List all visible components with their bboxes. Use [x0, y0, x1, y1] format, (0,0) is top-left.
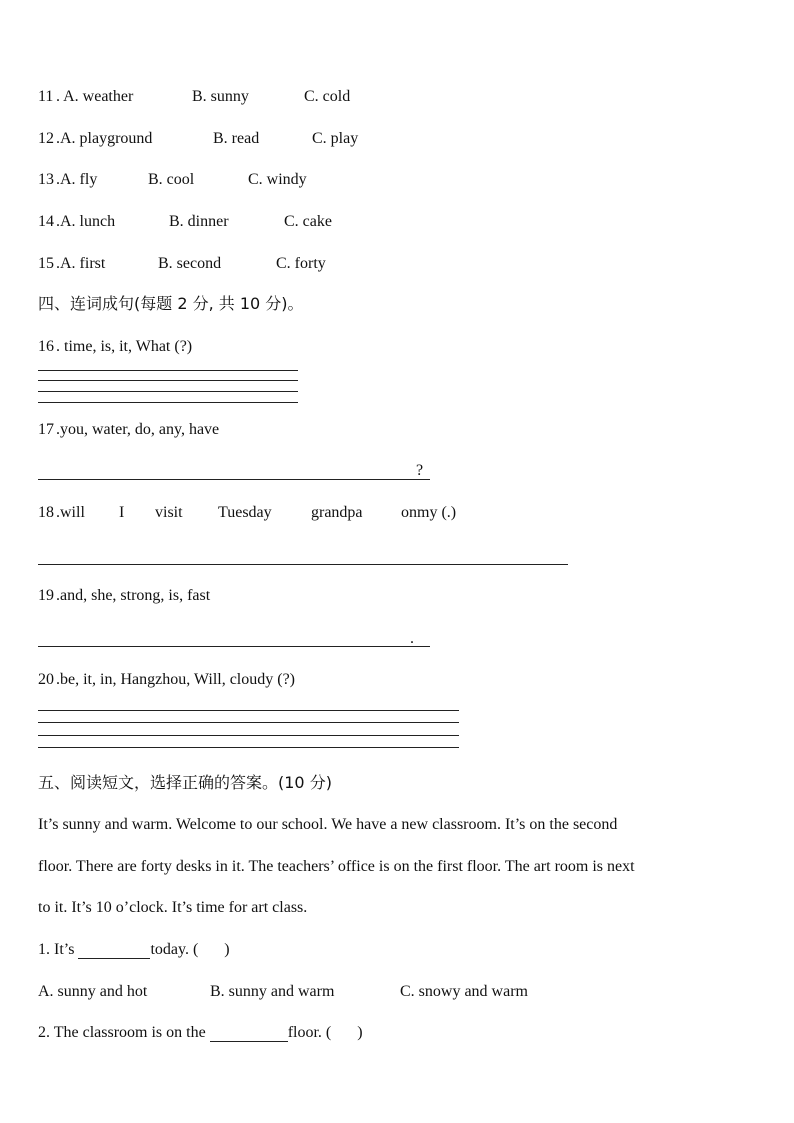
passage-line: floor. There are forty desks in it. The teachers’ office is on the first floor. The art room is next: [38, 858, 635, 875]
word: .will: [56, 504, 85, 521]
option-c: C. cake: [284, 213, 332, 230]
option-a: .A. playground: [56, 130, 153, 147]
option-c: C. cold: [304, 88, 351, 105]
option-a: A. sunny and hot: [38, 983, 148, 1000]
reading-question-2: [38, 1025, 363, 1042]
question-number: 18: [38, 504, 54, 521]
question-text: .and, she, strong, is, fast: [56, 587, 211, 604]
answer-line[interactable]: [38, 646, 430, 647]
option-a: .A. lunch: [56, 213, 116, 230]
option-b: B. second: [158, 255, 222, 272]
question-number: 13: [38, 171, 54, 188]
answer-line[interactable]: [38, 564, 568, 565]
option-b: B. read: [213, 130, 260, 147]
option-b: B. cool: [148, 171, 195, 188]
question-number: 17: [38, 421, 54, 438]
option-b: B. sunny and warm: [210, 983, 335, 1000]
word: visit: [155, 504, 183, 521]
answer-line[interactable]: [38, 370, 298, 371]
answer-bracket-space[interactable]: [198, 942, 224, 958]
question-text: .be, it, in, Hangzhou, Will, cloudy (?): [56, 671, 296, 688]
word: Tuesday: [218, 504, 272, 521]
bracket-close: ): [357, 1024, 363, 1041]
answer-line[interactable]: [38, 735, 459, 736]
question-suffix: today. (: [150, 941, 199, 958]
answer-blank[interactable]: [210, 1025, 288, 1042]
option-c: C. forty: [276, 255, 326, 272]
option-c: C. windy: [248, 171, 307, 188]
question-number: 20: [38, 671, 54, 688]
question-text: . time, is, it, What (?): [56, 338, 193, 355]
end-mark: .: [410, 630, 414, 647]
question-text: .you, water, do, any, have: [56, 421, 220, 438]
answer-line[interactable]: [38, 479, 430, 480]
question-number: 16: [38, 338, 54, 355]
answer-bracket-space[interactable]: [331, 1025, 357, 1041]
reading-question-1: [38, 942, 230, 959]
answer-line[interactable]: [38, 391, 298, 392]
option-c: C. snowy and warm: [400, 983, 528, 1000]
question-suffix: floor. (: [287, 1024, 332, 1041]
word: I: [119, 504, 125, 521]
word: grandpa: [311, 504, 363, 521]
answer-line[interactable]: [38, 380, 298, 381]
answer-line[interactable]: [38, 402, 298, 403]
passage-line: It’s sunny and warm. Welcome to our school. We have a new classroom. It’s on the second: [38, 816, 618, 833]
question-number: 19: [38, 587, 54, 604]
answer-line[interactable]: [38, 747, 459, 748]
answer-line[interactable]: [38, 722, 459, 723]
word: onmy (.): [401, 504, 457, 521]
bracket-close: ): [224, 941, 230, 958]
answer-blank[interactable]: [78, 942, 150, 959]
end-mark: ?: [416, 462, 424, 479]
option-b: B. dinner: [169, 213, 229, 230]
question-number: 11: [38, 88, 54, 105]
option-b: B. sunny: [192, 88, 249, 105]
passage-line: to it. It’s 10 o’clock. It’s time for art class.: [38, 899, 308, 916]
question-prefix: 2. The classroom is on the: [38, 1024, 210, 1041]
answer-line[interactable]: [38, 710, 459, 711]
option-c: C. play: [312, 130, 359, 147]
question-number: 14: [38, 213, 54, 230]
option-a: .A. first: [56, 255, 106, 272]
section-5-heading: 五、阅读短文，选择正确的答案。(10 分): [38, 773, 332, 792]
option-a: .A. fly: [56, 171, 98, 188]
question-prefix: 1. It’s: [38, 941, 79, 958]
question-number: 15: [38, 255, 54, 272]
option-a: . A. weather: [56, 88, 134, 105]
section-4-heading: 四、连词成句(每题 2 分, 共 10 分)。: [38, 294, 304, 313]
question-number: 12: [38, 130, 54, 147]
